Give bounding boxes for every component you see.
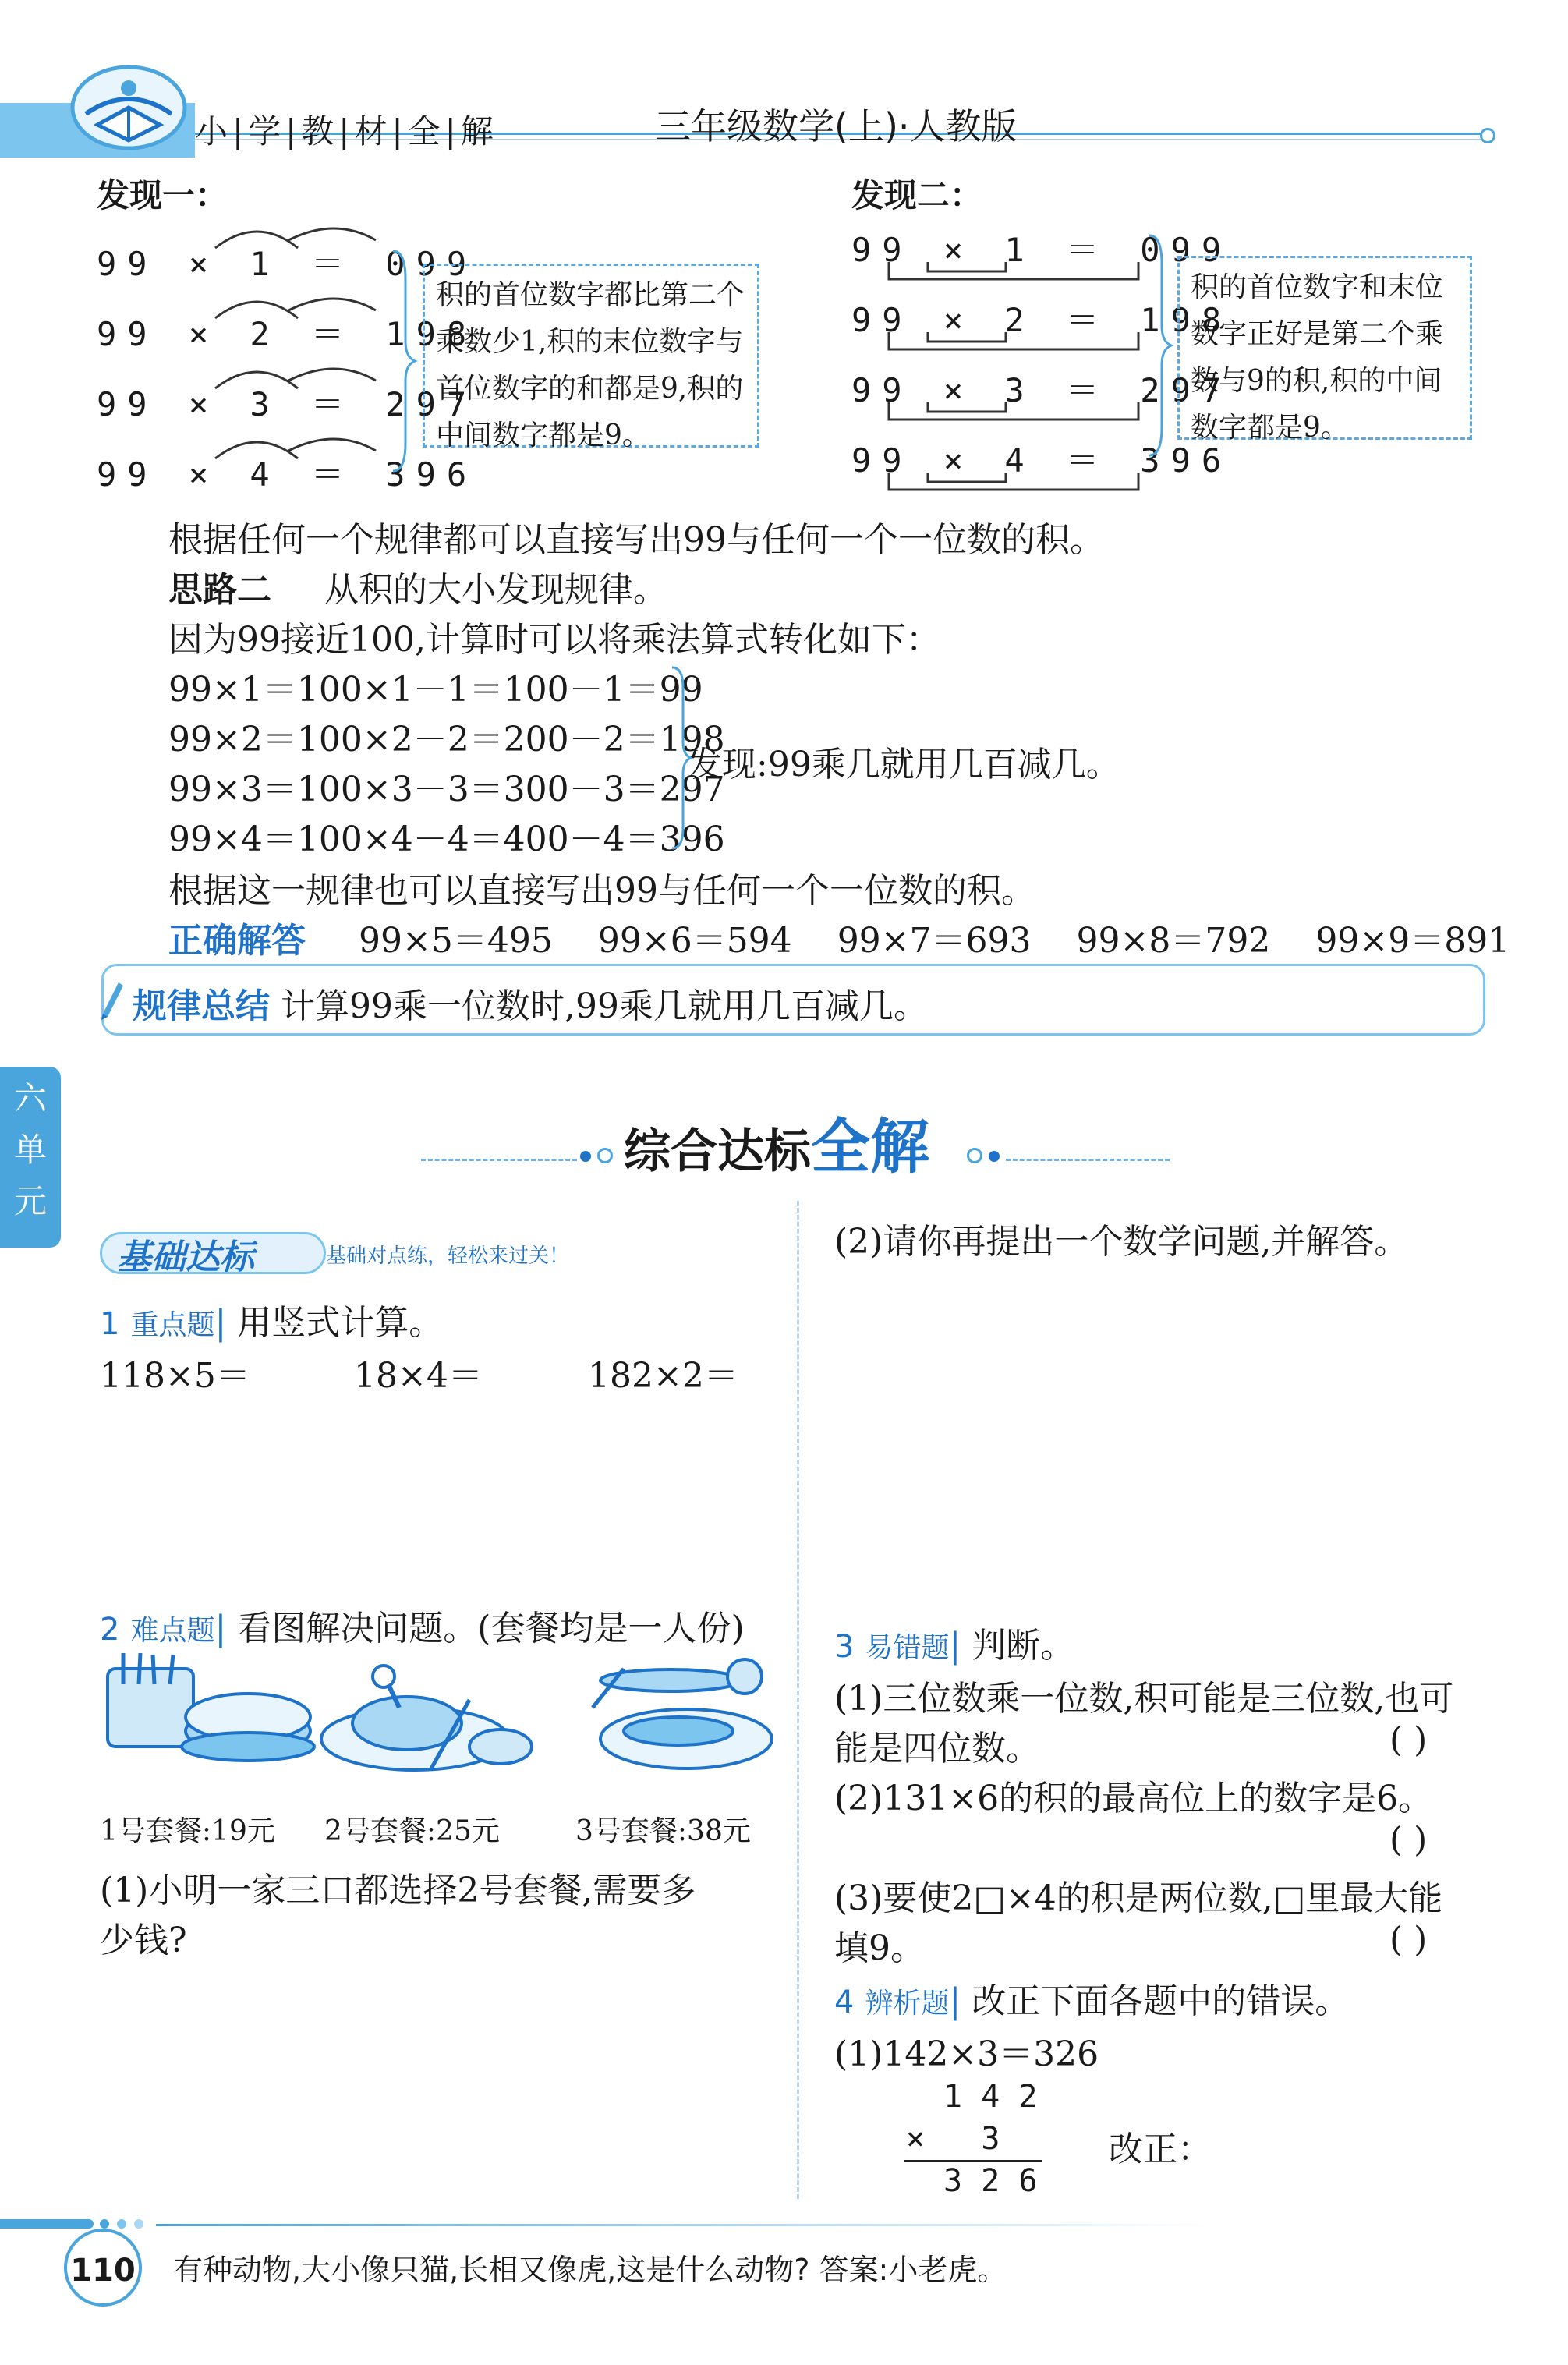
answer-2: 99×6＝594 — [597, 921, 792, 961]
meal-1-burger-icon — [100, 1653, 334, 1778]
section-title-a: 综合达标 — [624, 1124, 811, 1179]
side-tab-char-3: 元 — [13, 1182, 47, 1220]
answer-5: 99×9＝891 — [1315, 921, 1510, 961]
side-tab-char-1: 六 — [13, 1079, 47, 1117]
q1-text: 用竖式计算。 — [237, 1303, 444, 1343]
find1-note: 积的首位数字都比第二个乘数少1,积的末位数字与首位数字的和都是9,积的中间数字都是9。 — [423, 264, 759, 448]
idea2-text: 从积的大小发现规律。 — [324, 570, 667, 610]
calc-row-1: 99×1＝100×1－1＝100－1＝99 — [168, 670, 703, 710]
section-title-b: 全解 — [811, 1112, 929, 1181]
find2-note: 积的首位数字和末位数字正好是第二个乘数与9的积,积的中间数字都是9。 — [1177, 256, 1472, 440]
answer-label: 正确解答 — [168, 921, 306, 961]
side-tab-char-2: 单 — [13, 1131, 47, 1169]
text-convert: 因为99接近100,计算时可以将乘法算式转化如下： — [168, 620, 940, 660]
find2-row-2: 99 × 2 ＝ 198 — [851, 301, 1233, 339]
find2-brace — [1143, 232, 1174, 458]
find1-row-4: 99 × 4 ＝ 396 — [97, 455, 478, 494]
basic-sub: 基础对点练，轻松来过关！ — [326, 1244, 570, 1268]
q4-tag: 辨析题 — [865, 1988, 950, 2020]
banner-ring-right — [967, 1148, 982, 1163]
q3-answer-paren-1[interactable]: ( ) — [1389, 1720, 1428, 1760]
section-title — [624, 1099, 929, 1184]
q1-num: 1 — [100, 1306, 120, 1342]
answer-3: 99×7＝693 — [837, 921, 1032, 961]
banner-dot-right — [989, 1151, 1000, 1162]
q4-fix-label: 改正： — [1109, 2130, 1212, 2169]
summary-label: 规律总结 — [133, 986, 270, 1026]
banner-dot-left — [580, 1151, 591, 1162]
q2-sub2: (2)请你再提出一个数学问题,并解答。 — [834, 1222, 1409, 1262]
q2-sub1-line2: 少钱? — [100, 1921, 187, 1960]
q1-item-3: 182×2＝ — [588, 1356, 738, 1396]
q1-item-2: 18×4＝ — [354, 1356, 483, 1396]
meal-3-fish-icon — [577, 1653, 780, 1778]
q3-s1b: 能是四位数。 — [834, 1729, 1040, 1768]
meal-3-price: 3号套餐:38元 — [575, 1815, 751, 1847]
q3-answer-paren-3[interactable]: ( ) — [1389, 1920, 1428, 1960]
q3-s2: (2)131×6的积的最高位上的数字是6。 — [834, 1779, 1433, 1818]
footer-riddle — [173, 2246, 1007, 2289]
find2-row-1: 99 × 1 ＝ 099 — [851, 231, 1233, 269]
idea2-label: 思路二 — [168, 570, 271, 610]
find2-title: 发现二： — [851, 176, 983, 214]
banner-dash-left — [421, 1159, 577, 1161]
q2-tag: 难点题 — [130, 1615, 215, 1647]
footer-rule — [156, 2224, 1209, 2226]
calc-row-4: 99×4＝100×4－4＝400－4＝396 — [168, 820, 725, 859]
find1-row-1: 99 × 1 ＝ 099 — [97, 245, 478, 283]
column-divider — [797, 1201, 799, 2199]
find1-row-3: 99 × 3 ＝ 297 — [97, 385, 478, 423]
riddle-answer: 答案:小老虎。 — [819, 2253, 1007, 2287]
q1-item-1: 118×5＝ — [100, 1356, 250, 1396]
basic-label: 基础达标 — [117, 1237, 254, 1277]
q4-vertical-mid: × 3 — [906, 2121, 1000, 2157]
header-dot — [1480, 128, 1495, 143]
footer-dot-2 — [117, 2219, 126, 2229]
calc-row-3: 99×3＝100×3－3＝300－3＝297 — [168, 770, 725, 809]
summary-text: 计算99乘一位数时,99乘几就用几百减几。 — [281, 986, 928, 1026]
q4-s1: (1)142×3＝326 — [834, 2034, 1099, 2074]
q2-text: 看图解决问题。(套餐均是一人份) — [237, 1609, 745, 1648]
find1-brace — [387, 248, 418, 474]
q4-vertical-rule — [904, 2160, 1042, 2162]
series-title: 小|学|教|材|全|解 — [195, 112, 498, 150]
page-number: 110 — [64, 2229, 142, 2307]
q3-s3a: (3)要使2□×4的积是两位数,□里最大能 — [834, 1878, 1443, 1918]
q3-num: 3 — [834, 1629, 855, 1665]
q3-s3b: 填9。 — [834, 1928, 925, 1968]
footer-dot-1 — [100, 2219, 109, 2229]
meal-2-chicken-icon — [313, 1653, 547, 1778]
find1-row-2: 99 × 2 ＝ 198 — [97, 315, 478, 353]
find2-row-3: 99 × 3 ＝ 297 — [851, 371, 1233, 409]
q4-num: 4 — [834, 1984, 855, 2020]
calc-row-2: 99×2＝100×2－2＝200－2＝198 — [168, 720, 725, 759]
unit-side-tab — [0, 1067, 61, 1248]
q2-num: 2 — [100, 1612, 120, 1648]
meal-1-price: 1号套餐:19元 — [100, 1815, 275, 1847]
riddle-question: 有种动物,大小像只猫,长相又像虎,这是什么动物? — [173, 2253, 810, 2287]
book-logo-icon — [66, 53, 191, 154]
meal-2-price: 2号套餐:25元 — [324, 1815, 500, 1847]
q4-text: 改正下面各题中的错误。 — [972, 1981, 1350, 2021]
q1-tag: 重点题 — [130, 1309, 215, 1341]
find2-brackets — [881, 262, 1146, 496]
q3-text: 判断。 — [972, 1626, 1075, 1666]
find1-arcs — [203, 217, 390, 497]
answer-1: 99×5＝495 — [359, 921, 553, 961]
calc-note: 发现:99乘几就用几百减几。 — [688, 745, 1120, 784]
q3-s1a: (1)三位数乘一位数,积可能是三位数,也可 — [834, 1679, 1454, 1719]
footer-band — [0, 2219, 94, 2229]
text-rule-1: 根据任何一个规律都可以直接写出99与任何一个一位数的积。 — [168, 520, 1104, 560]
q3-tag: 易错题 — [865, 1632, 950, 1664]
q2-sub1-line1: (1)小明一家三口都选择2号套餐,需要多 — [100, 1871, 696, 1910]
pencil-icon — [95, 975, 126, 1021]
text-rule-2: 根据这一规律也可以直接写出99与任何一个一位数的积。 — [168, 871, 1035, 911]
q4-vertical-result: 3 2 6 — [943, 2163, 1038, 2199]
footer-dot-3 — [134, 2219, 143, 2229]
answer-4: 99×8＝792 — [1076, 921, 1271, 961]
q3-answer-paren-2[interactable]: ( ) — [1389, 1820, 1428, 1860]
banner-ring-left — [597, 1148, 613, 1163]
banner-dash-right — [1006, 1159, 1170, 1161]
find1-title: 发现一： — [97, 176, 228, 214]
q4-vertical-top: 1 4 2 — [943, 2079, 1038, 2115]
find2-row-4: 99 × 4 ＝ 396 — [851, 441, 1233, 480]
book-title: 三年级数学(上)·人教版 — [655, 105, 1018, 147]
